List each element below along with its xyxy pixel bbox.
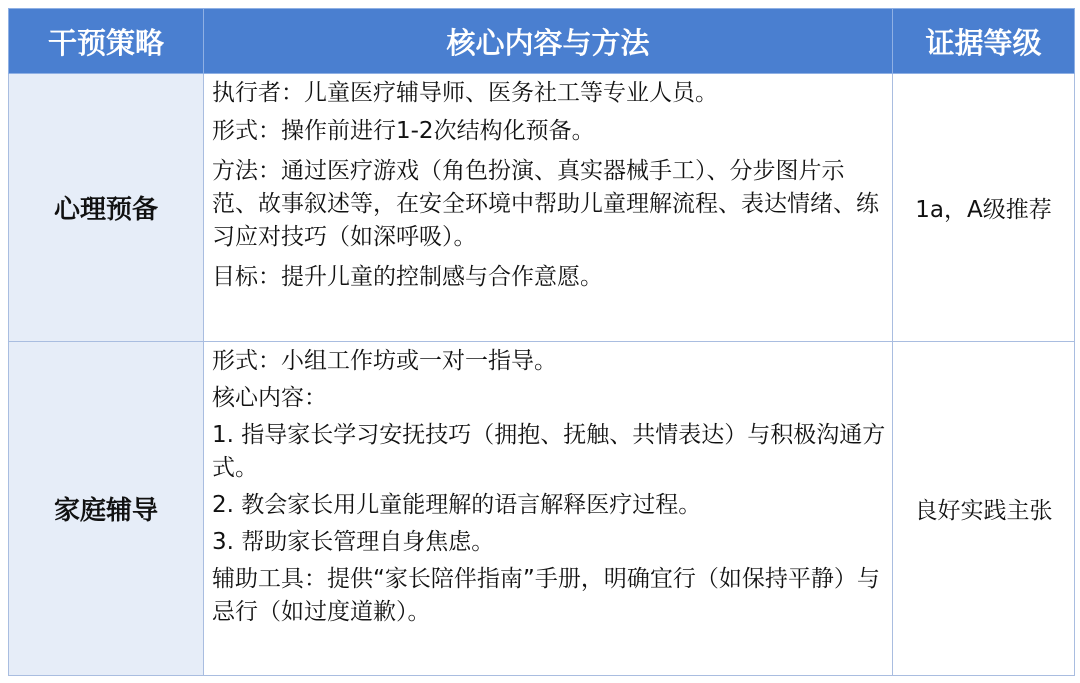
content-cell	[204, 74, 893, 342]
table-row	[9, 74, 1075, 342]
strategy-cell: 心理预备	[9, 74, 204, 342]
evidence-cell: 1a，A级推荐	[893, 74, 1075, 342]
strategy-table-frame	[8, 8, 1074, 674]
strategy-cell: 家庭辅导	[9, 342, 204, 676]
header-evidence-level: 证据等级	[893, 9, 1075, 74]
content-line: 形式：操作前进行1-2次结构化预备。	[212, 118, 595, 144]
table-row	[9, 342, 1075, 676]
content-line: 辅助工具：提供“家长陪伴指南”手册，明确宜行（如保持平静）与忌行（如过度道歉）。	[212, 566, 880, 625]
evidence-cell: 良好实践主张	[893, 342, 1075, 676]
header-strategy: 干预策略	[9, 9, 204, 74]
content-line: 核心内容：	[212, 385, 327, 411]
content-cell	[204, 342, 893, 676]
content-line: 形式：小组工作坊或一对一指导。	[212, 348, 557, 374]
table-header-row	[9, 9, 1075, 74]
content-line: 1. 指导家长学习安抚技巧（拥抱、抚触、共情表达）与积极沟通方式。	[212, 422, 886, 481]
intervention-strategy-table	[8, 8, 1075, 676]
content-line: 目标：提升儿童的控制感与合作意愿。	[212, 264, 603, 290]
content-line: 2. 教会家长用儿童能理解的语言解释医疗过程。	[212, 492, 702, 518]
header-content-method: 核心内容与方法	[204, 9, 893, 74]
content-line: 3. 帮助家长管理自身焦虑。	[212, 529, 495, 555]
content-line: 执行者：儿童医疗辅导师、医务社工等专业人员。	[212, 80, 718, 106]
content-line: 方法：通过医疗游戏（角色扮演、真实器械手工）、分步图片示范、故事叙述等，在安全环境中帮助儿童理解流程、表达情绪、练习应对技巧（如深呼吸）。	[212, 158, 879, 250]
